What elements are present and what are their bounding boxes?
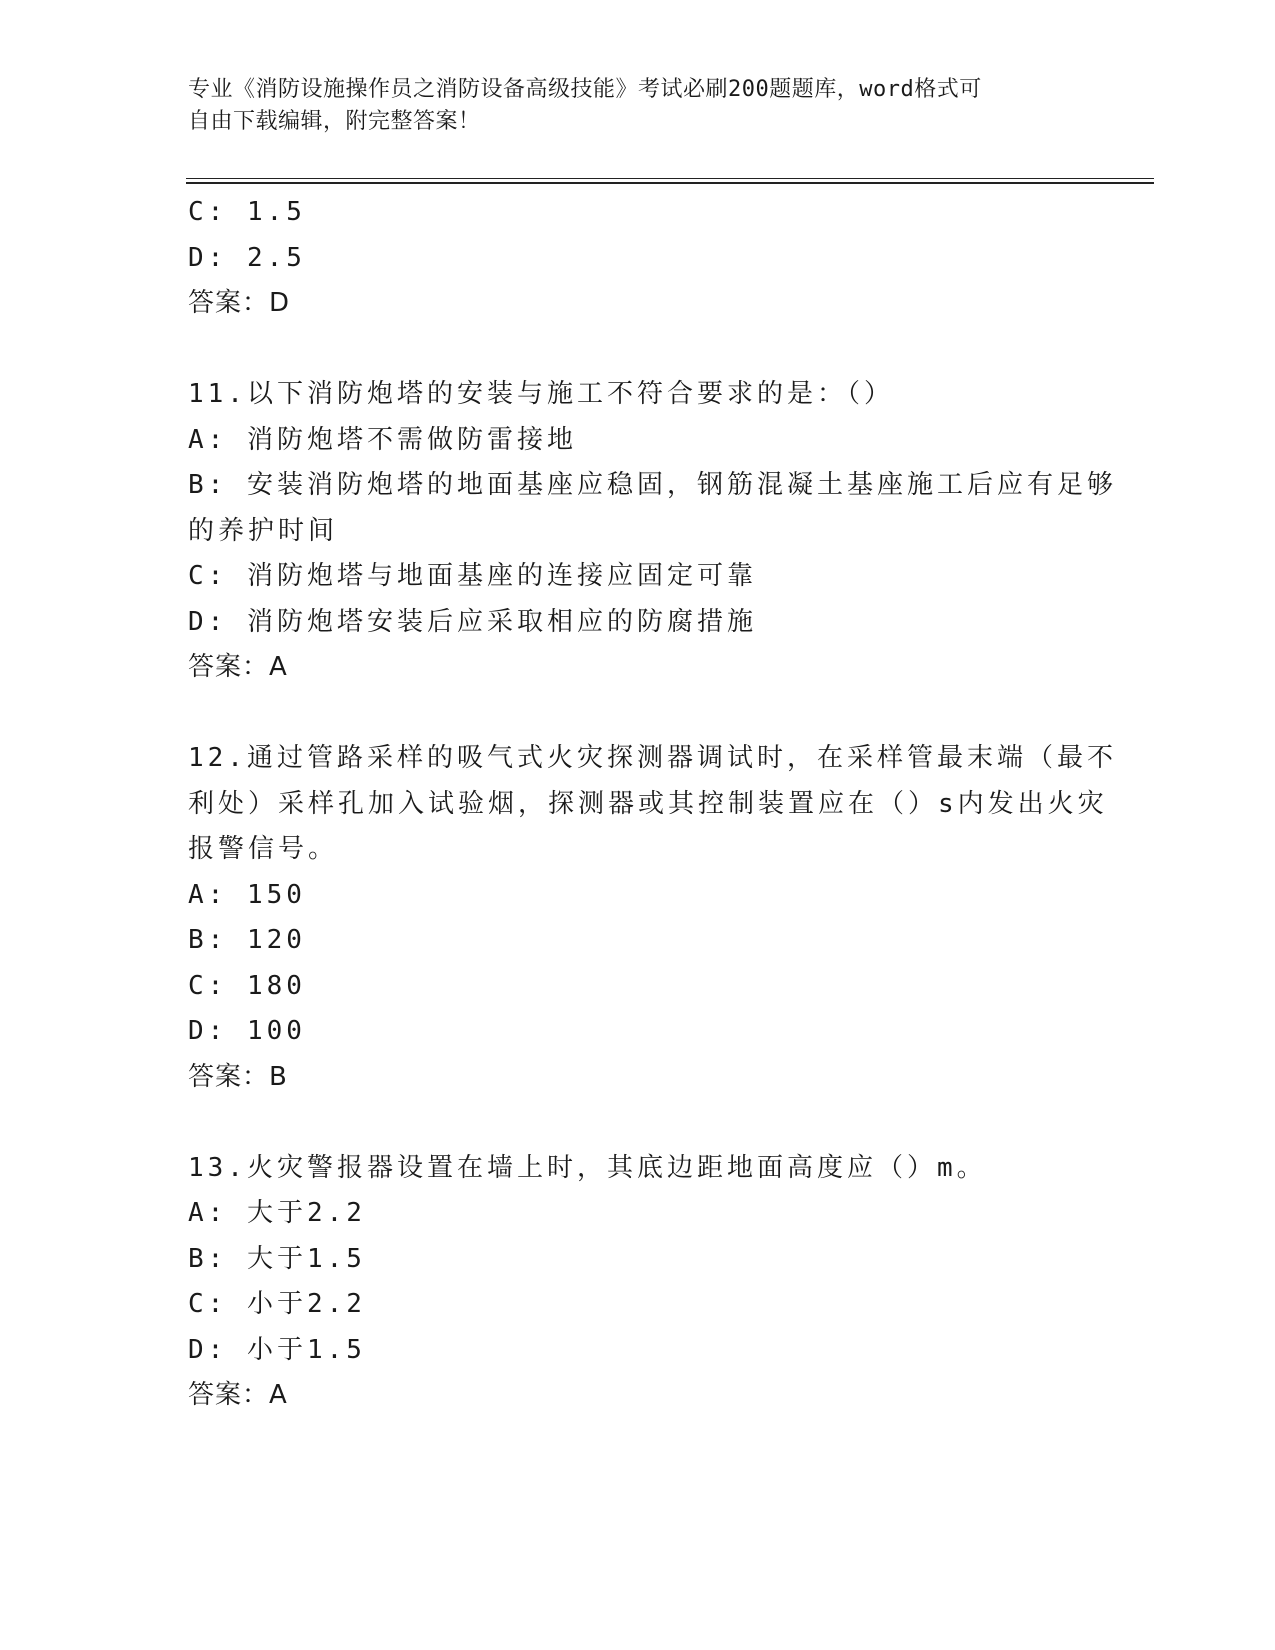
question-stem-continued: 利处）采样孔加入试验烟，探测器或其控制装置应在（）s内发出火灾 <box>188 788 1108 819</box>
spacer <box>188 1100 1088 1146</box>
question-13 <box>188 1146 1088 1419</box>
header-divider <box>186 178 1154 184</box>
option-d: D: 消防炮塔安装后应采取相应的防腐措施 <box>188 606 757 637</box>
option-d: D: 小于1.5 <box>188 1334 366 1365</box>
question-content <box>188 190 1117 1419</box>
spacer <box>188 691 1088 737</box>
option-a: A: 150 <box>188 879 306 910</box>
header-line-1: 专业《消防设施操作员之消防设备高级技能》考试必刷200题题库，word格式可 <box>188 77 982 102</box>
answer: 答案：D <box>188 288 291 318</box>
option-a: A: 消防炮塔不需做防雷接地 <box>188 424 577 455</box>
option-c: C: 1.5 <box>188 197 306 227</box>
question-12 <box>188 736 1117 1100</box>
question-stem: 13.火灾警报器设置在墙上时，其底边距地面高度应（）m。 <box>188 1152 987 1183</box>
option-d: D: 100 <box>188 1016 306 1046</box>
option-a: A: 大于2.2 <box>188 1198 366 1228</box>
answer: 答案：B <box>188 1061 288 1092</box>
answer: 答案：A <box>188 652 288 682</box>
option-b-continued: 的养护时间 <box>188 515 339 546</box>
question-10-tail <box>188 190 1088 327</box>
question-stem: 12.通过管路采样的吸气式火灾探测器调试时，在采样管最末端（最不 <box>188 743 1117 773</box>
question-stem: 11.以下消防炮塔的安装与施工不符合要求的是：（） <box>188 379 894 409</box>
answer: 答案：A <box>188 1380 288 1410</box>
option-b: B: 120 <box>188 925 306 955</box>
page-header <box>188 74 1088 138</box>
option-c: C: 消防炮塔与地面基座的连接应固定可靠 <box>188 561 757 591</box>
header-line-2: 自由下载编辑，附完整答案！ <box>188 109 481 134</box>
option-c: C: 180 <box>188 970 306 1001</box>
question-11 <box>188 372 1117 691</box>
option-c: C: 小于2.2 <box>188 1289 366 1319</box>
option-d: D: 2.5 <box>188 242 306 273</box>
question-stem-continued: 报警信号。 <box>188 834 339 864</box>
spacer <box>188 327 1088 373</box>
option-b: B: 大于1.5 <box>188 1243 366 1274</box>
option-b: B: 安装消防炮塔的地面基座应稳固，钢筋混凝土基座施工后应有足够 <box>188 470 1117 500</box>
